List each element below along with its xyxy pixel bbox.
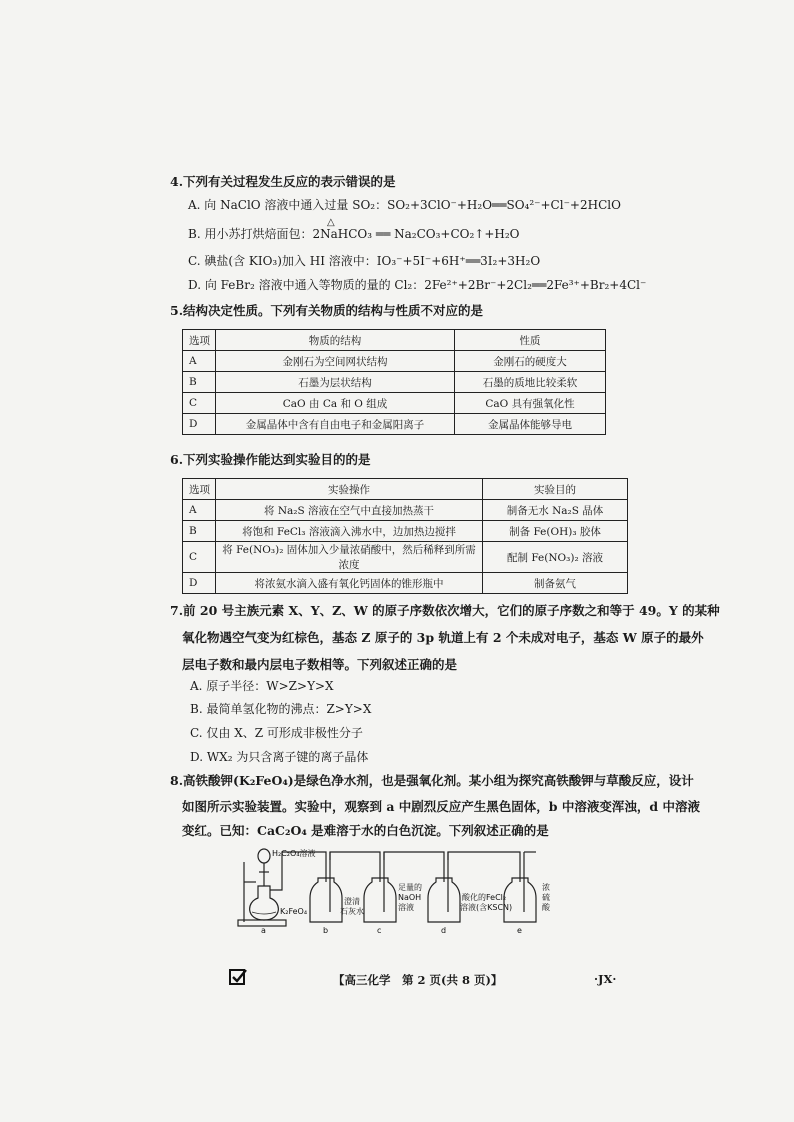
table-cell: B (183, 372, 216, 393)
table-row (183, 542, 628, 573)
funnel-label: H₂C₂O₄溶液 (272, 849, 316, 858)
q7-stem-line-1: 7.前 20 号主族元素 X、Y、Z、W 的原子序数依次增大，它们的原子序数之和等于 49。Y 的某种 (170, 603, 720, 618)
bottle-b-label-2: 石灰水 (340, 907, 364, 916)
bottle-e-label-1: 浓 (542, 883, 550, 892)
table-row (183, 372, 606, 393)
table-cell: A (183, 351, 216, 372)
heating-delta-symbol: △ (327, 217, 335, 228)
table-header-row (183, 479, 628, 500)
q7-option-b: B. 最简单氢化物的沸点：Z>Y>X (190, 702, 372, 716)
bottle-b (310, 878, 342, 922)
bottle-e (504, 878, 536, 922)
checkbox-check-icon (229, 968, 247, 986)
bottle-e-label-2: 硫 (542, 893, 550, 902)
q5-stem: 5.结构决定性质。下列有关物质的结构与性质不对应的是 (170, 303, 484, 318)
table-cell: C (183, 542, 216, 573)
table-header-cell: 性质 (455, 330, 606, 351)
bottle-d (428, 878, 460, 922)
table-row (183, 500, 628, 521)
table-cell: 制备 Fe(OH)₃ 胶体 (483, 521, 628, 542)
table-cell: 将 Fe(NO₃)₂ 固体加入少量浓硝酸中，然后稀释到所需浓度 (216, 542, 483, 573)
table-header-cell: 选项 (183, 330, 216, 351)
exam-code: ·JX· (594, 972, 617, 986)
table-cell: D (183, 414, 216, 435)
table-cell: 石墨的质地比较柔软 (455, 372, 606, 393)
table-row (183, 521, 628, 542)
table-row (183, 393, 606, 414)
table-cell: 配制 Fe(NO₃)₂ 溶液 (483, 542, 628, 573)
table-header-row (183, 330, 606, 351)
q7-stem-line-3: 层电子数和最内层电子数相等。下列叙述正确的是 (182, 657, 458, 672)
q7-option-c: C. 仅由 X、Z 可形成非极性分子 (190, 726, 363, 740)
table-cell: 将饱和 FeCl₃ 溶液滴入沸水中，边加热边搅拌 (216, 521, 483, 542)
bottle-c-label-1: 足量的 (398, 883, 422, 892)
table-cell: 将 Na₂S 溶液在空气中直接加热蒸干 (216, 500, 483, 521)
q7-option-a: A. 原子半径：W>Z>Y>X (190, 679, 334, 693)
bottle-c (364, 878, 396, 922)
table-header-cell: 选项 (183, 479, 216, 500)
table-header-cell: 物质的结构 (216, 330, 455, 351)
table-cell: 金刚石的硬度大 (455, 351, 606, 372)
q4-option-d: D. 向 FeBr₂ 溶液中通入等物质的量的 Cl₂：2Fe²⁺+2Br⁻+2Cl₂══2Fe³⁺+Br₂+4Cl⁻ (188, 278, 647, 292)
table-cell: B (183, 521, 216, 542)
table-cell: 制备无水 Na₂S 晶体 (483, 500, 628, 521)
apparatus-diagram (236, 842, 576, 934)
q7-option-d: D. WX₂ 为只含离子键的离子晶体 (190, 750, 369, 764)
q5-table (182, 329, 606, 435)
separatory-funnel (258, 849, 270, 863)
flask-label: K₂FeO₄ (280, 907, 308, 916)
page-footer: 【高三化学 第 2 页(共 8 页)】 (333, 973, 503, 987)
table-cell: 金属晶体能够导电 (455, 414, 606, 435)
bottle-d-label-2: 溶液(含KSCN) (460, 903, 513, 912)
tube-d-e (448, 852, 520, 882)
table-cell: 金属晶体中含有自由电子和金属阳离子 (216, 414, 455, 435)
table-cell: CaO 具有强氧化性 (455, 393, 606, 414)
flask-a (250, 886, 279, 920)
table-row (183, 414, 606, 435)
table-cell: CaO 由 Ca 和 O 组成 (216, 393, 455, 414)
q4-option-c: C. 碘盐(含 KIO₃)加入 HI 溶液中：IO₃⁻+5I⁻+6H⁺══3I₂+3H₂O (188, 254, 541, 268)
q8-stem-line-2: 如图所示实验装置。实验中，观察到 a 中剧烈反应产生黑色固体，b 中溶液变浑浊，d 中溶液 (182, 799, 700, 814)
table-cell: C (183, 393, 216, 414)
bottle-c-label-2: NaOH (398, 893, 422, 902)
letter-a: a (261, 926, 266, 934)
q8-stem-line-3: 变红。已知：CaC₂O₄ 是难溶于水的白色沉淀。下列叙述正确的是 (182, 823, 549, 838)
table-row (183, 573, 628, 594)
tube-c-d (384, 852, 444, 882)
letter-e: e (517, 926, 522, 934)
table-header-cell: 实验操作 (216, 479, 483, 500)
table-cell: D (183, 573, 216, 594)
q4-option-b: B. 用小苏打烘焙面包：2NaHCO₃ ══ Na₂CO₃+CO₂↑+H₂O (188, 227, 520, 241)
table-cell: A (183, 500, 216, 521)
table-header-cell: 实验目的 (483, 479, 628, 500)
q4-option-a: A. 向 NaClO 溶液中通入过量 SO₂：SO₂+3ClO⁻+H₂O══SO₄²⁻+Cl⁻+2HClO (188, 198, 621, 212)
letter-b: b (323, 926, 329, 934)
table-cell: 制备氨气 (483, 573, 628, 594)
q6-stem: 6.下列实验操作能达到实验目的的是 (170, 452, 371, 467)
q4-stem: 4.下列有关过程发生反应的表示错误的是 (170, 174, 396, 189)
table-cell: 石墨为层状结构 (216, 372, 455, 393)
letter-d: d (441, 926, 447, 934)
bottle-d-label-1: 酸化的FeCl₂ (462, 893, 507, 902)
bottle-e-label-3: 酸 (542, 903, 550, 912)
q6-table (182, 478, 628, 594)
bottle-b-label-1: 澄清 (344, 897, 360, 906)
bottle-c-label-3: 溶液 (398, 903, 414, 912)
table-cell: 金刚石为空间网状结构 (216, 351, 455, 372)
letter-c: c (377, 926, 382, 934)
table-row (183, 351, 606, 372)
q8-stem-line-1: 8.高铁酸钾(K₂FeO₄)是绿色净水剂，也是强氧化剂。某小组为探究高铁酸钾与草酸反应，设计 (170, 773, 694, 788)
q7-stem-line-2: 氧化物遇空气变为红棕色，基态 Z 原子的 3p 轨道上有 2 个未成对电子，基态 W 原子的最外 (182, 630, 704, 645)
table-cell: 将浓氨水滴入盛有氧化钙固体的锥形瓶中 (216, 573, 483, 594)
